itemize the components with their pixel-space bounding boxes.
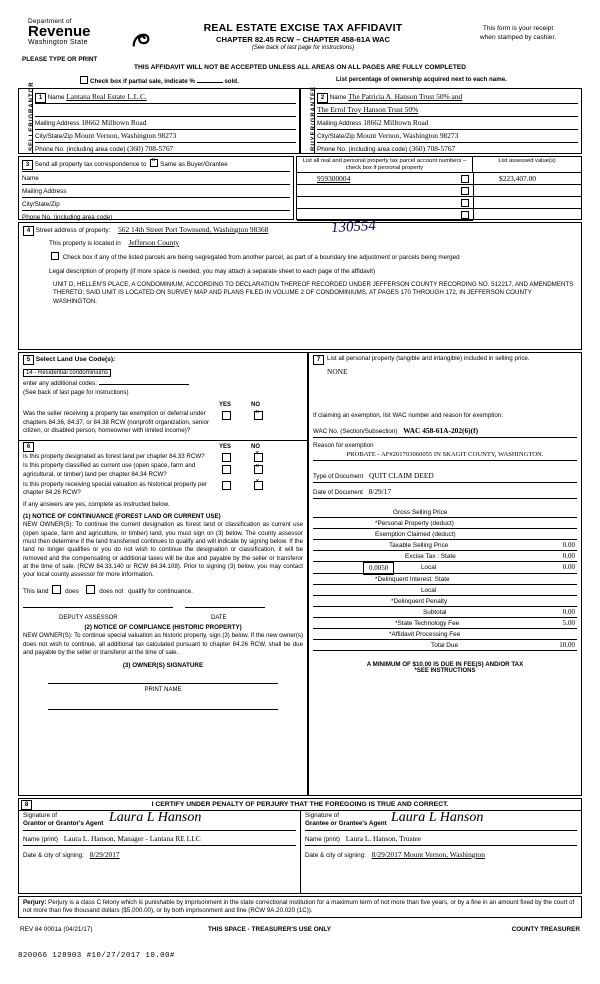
revenue-swirl-icon (130, 28, 152, 50)
seller-name-row (35, 91, 296, 104)
assessed-row (473, 197, 581, 209)
doc-type-value[interactable]: QUIT CLAIM DEED (368, 471, 434, 481)
print-name-label: PRINT NAME (144, 687, 182, 694)
buyer-name-label: Name (329, 94, 347, 101)
certification-box (18, 798, 582, 894)
amount-row (313, 640, 577, 651)
amount-row (313, 551, 577, 562)
buyer-box (300, 85, 582, 154)
land-use-code-value[interactable]: 14 - Residential condominiums (23, 369, 111, 377)
seller-exemption-yes-checkbox[interactable] (222, 411, 231, 420)
grantee-signature-row[interactable] (305, 812, 577, 832)
assessed-row (473, 209, 581, 220)
buyer-citystate-row (317, 130, 578, 143)
buyer-phone-value[interactable]: (360) 708-5767 (409, 144, 456, 153)
buyer-name2-value[interactable]: The Errol Troy Hanson Trust 50% (317, 105, 419, 114)
owner-signature-line[interactable] (23, 679, 303, 686)
segregated-checkbox[interactable] (51, 252, 59, 260)
buyer-name-row (317, 91, 578, 104)
does-not-label: does not (99, 588, 124, 596)
box8-number: 8 (21, 800, 32, 810)
seller-phone-row (35, 143, 296, 155)
notice-compliance-title: (2) NOTICE OF COMPLIANCE (HISTORIC PROPERTY) (84, 624, 242, 632)
affidavit-form (18, 14, 582, 960)
seller-name2-row (35, 104, 296, 117)
grantee-name-row (305, 834, 577, 843)
tax-computation-box (308, 352, 582, 796)
box3-phone-label: Phone No. (including area code) (22, 214, 113, 221)
amount-label: Taxable Selling Price (389, 542, 449, 550)
amount-row (313, 540, 577, 551)
doc-date-value[interactable]: 8/29/17 (368, 487, 392, 497)
grantor-signature: Laura L Hanson (109, 810, 202, 825)
no-label: NO (251, 443, 260, 450)
seller-exemption-question: Was the seller receiving a property tax exemption or deferral under chapters 84.36, 84.37, or 84.38 RCW (nonprofit organization, senior citizen, or disabled person, homeowner with limited income)? (23, 410, 210, 435)
amount-label: Local (421, 587, 437, 595)
box5-number: 5 (23, 355, 34, 365)
amount-label: *Delinquent Penalty (391, 598, 448, 606)
seller-phone-label: Phone No. (including area code) (35, 146, 126, 153)
if-any-yes-note: If any answers are yes, complete as instructed below. (23, 500, 170, 508)
box3-number: 3 (22, 160, 33, 170)
additional-codes-label: enter any additional codes: (23, 380, 97, 387)
does-label: does (65, 588, 79, 596)
seller-address-label: Mailing Address (35, 120, 80, 127)
doc-type-label: Type of Document (313, 473, 364, 481)
amount-row (313, 585, 577, 596)
grantee-date-label: Date & city of signing: (305, 852, 366, 859)
partial-sale-label: Check box if partial sale, indicate % (90, 78, 195, 85)
box3-name-row (22, 172, 290, 185)
parcel-list-box (296, 156, 582, 237)
receipt-line2: when stamped by cashier. (479, 34, 557, 41)
assessed-row (473, 185, 581, 197)
grantee-signature-block (301, 810, 581, 893)
box4-number: 4 (23, 226, 34, 236)
amount-row (313, 507, 577, 518)
amount-row (313, 596, 577, 607)
grantor-sig-label1: Signature of (23, 812, 57, 819)
minimum-due-note: A MINIMUM OF $10.00 IS DUE IN FEE(S) AND/OR TAX (366, 661, 524, 669)
historic-question-row (23, 481, 303, 498)
doc-date-label: Date of Document (313, 489, 363, 497)
buyer-phone-row (317, 143, 578, 155)
box3-address-row (22, 185, 290, 198)
forest-land-yes-checkbox[interactable] (222, 453, 231, 462)
doc-date-row (313, 487, 577, 499)
grantee-date-row (305, 850, 577, 859)
treasurer-stamp: 820066 128903 #10/27/2017 10.00# (18, 952, 175, 960)
seller-address-row (35, 117, 296, 130)
grantor-name-label: Name (print) (23, 836, 58, 843)
box3-name-label: Name (22, 175, 39, 182)
seller-citystate-value[interactable]: Mount Vernon, Washington 98273 (74, 131, 177, 140)
seller-name-value[interactable]: Lantana Real Estate L.L.C. (66, 92, 147, 101)
amount-value[interactable]: 5.00 (562, 619, 575, 628)
land-use-title: Select Land Use Code(s): (35, 356, 116, 363)
amount-label: Local (421, 564, 437, 572)
send-correspondence-label: Send all property tax correspondence to (34, 161, 147, 168)
seller-exemption-no-checkbox[interactable] (254, 411, 263, 420)
parcel-row (297, 185, 473, 197)
buyer-citystate-value[interactable]: Mount Vernon, Washington 98273 (356, 131, 459, 140)
amounts-table (313, 507, 577, 651)
grantor-name-value[interactable]: Laura L. Hanson, Manager - Lantana RE LLC (63, 834, 201, 843)
street-address-label: Street address of property: (35, 227, 111, 234)
seller-phone-value[interactable]: (360) 708-5767 (127, 144, 174, 153)
buyer-address-label: Mailing Address (317, 120, 362, 127)
amount-label: *Delinquent Interest: State (375, 576, 450, 584)
owner-printname-line[interactable] (23, 705, 303, 712)
forest-land-no-checkbox[interactable] (254, 453, 263, 462)
receipt-line1: This form is your receipt (482, 25, 554, 32)
current-use-no-checkbox[interactable] (254, 465, 263, 474)
owner-signature-title: (3) OWNER(S) SIGNATURE (122, 662, 204, 670)
seller-address-value[interactable]: 18662 Milltown Road (81, 118, 147, 127)
partial-sale-checkbox[interactable] (80, 76, 88, 84)
send-correspondence-row (22, 159, 290, 172)
yesno-header-1 (23, 402, 303, 410)
parcel-row (297, 209, 473, 221)
personal-property-value[interactable]: NONE (327, 366, 348, 376)
amount-value[interactable]: 10.00 (559, 641, 575, 650)
grantor-name-row (23, 834, 296, 843)
doc-type-row (313, 471, 577, 483)
legal-description-label: Legal description of property (if more space is needed, you may attach a separate sheet to each page of the affidavit) (49, 268, 376, 275)
box6-number: 6 (23, 442, 34, 452)
property-description-box (18, 222, 582, 350)
does-qualify-checkbox[interactable] (52, 585, 61, 594)
amount-value[interactable]: 0.00 (562, 552, 575, 561)
buyer-box-number: 2 (317, 93, 328, 103)
notice-continuance-title: (1) NOTICE OF CONTINUANCE (FOREST LAND OR CURRENT USE) (23, 513, 221, 521)
amount-label: *State Technology Fee (395, 620, 460, 628)
box7-number: 7 (313, 355, 324, 365)
amount-label: *Affidavit Processing Fee (389, 631, 461, 639)
see-instructions-note: *SEE INSTRUCTIONS (414, 668, 476, 675)
grantor-signature-block (19, 810, 301, 893)
yes-label: YES (219, 402, 232, 408)
grantor-date-row (23, 850, 296, 859)
forest-land-question-row (23, 453, 303, 462)
amount-row (313, 618, 577, 629)
amount-row (313, 529, 577, 540)
personal-property-checkbox[interactable] (461, 175, 469, 183)
wac-label: WAC No. (Section/Subsection) (313, 428, 398, 436)
qualify-label: qualify for continuance. (128, 588, 193, 596)
parcel-value[interactable]: 959300004 (317, 174, 351, 183)
seller-side-label: SELLER/GRANTOR (19, 89, 33, 153)
amount-value[interactable]: 0.00 (562, 563, 575, 572)
amount-row (313, 562, 577, 574)
treasurer-space-label: THIS SPACE - TREASURER'S USE ONLY (208, 926, 331, 933)
qualify-continuance-row[interactable] (23, 585, 303, 595)
local-rate-value[interactable]: 0.0050 (363, 562, 394, 575)
forest-land-question: Is this property designated as forest land per chapter 84.33 RCW? (23, 452, 205, 460)
parcel-row (297, 197, 473, 209)
rev-number: REV 84 0001a (04/21/17) (20, 926, 93, 933)
buyer-name2-row (317, 104, 578, 117)
personal-property-label: List all personal property (tangible and intangible) included in selling price. (327, 355, 530, 362)
certify-text: I CERTIFY UNDER PENALTY OF PERJURY THAT THE FOREGOING IS TRUE AND CORRECT. (151, 801, 449, 808)
chapter-line: CHAPTER 82.45 RCW – CHAPTER 458-61A WAC (216, 35, 390, 44)
amount-row (313, 629, 577, 640)
reason-value[interactable]: PROBATE - AF#201703060055 IN SKAGIT COUNTY, WASHINGTON. (346, 451, 544, 459)
located-in-label: This property is located in (49, 240, 121, 247)
historic-no-checkbox[interactable] (254, 481, 263, 490)
reason-label: Reason for exemption (313, 442, 374, 450)
partial-sale-group[interactable] (78, 76, 239, 85)
assessor-signature-lines[interactable] (23, 603, 303, 615)
land-use-and-classification-box (18, 352, 308, 796)
buyer-address-value[interactable]: 18662 Milltown Road (363, 118, 429, 127)
perjury-title: Perjury: (23, 899, 47, 906)
grantee-sig-label1: Signature of (305, 812, 339, 819)
segregated-row[interactable] (49, 252, 577, 263)
buyer-name-value[interactable]: The Patricia A. Hanson Trust 50% and (348, 92, 463, 101)
form-title-block (168, 22, 438, 51)
current-use-question: Is this property classified as current use (open space, farm and agricultural, or timber) land per chapter 84.34 RCW? (23, 462, 196, 478)
current-use-yes-checkbox[interactable] (222, 465, 231, 474)
buyer-address-row (317, 117, 578, 130)
dept-line1: Department of (28, 18, 72, 25)
county-treasurer-label: COUNTY TREASURER (511, 926, 580, 933)
partial-sale-strip (18, 76, 582, 86)
grantor-date-label: Date & city of signing: (23, 852, 84, 859)
completion-warning: THIS AFFIDAVIT WILL NOT BE ACCEPTED UNLESS ALL AREAS ON ALL PAGES ARE FULLY COMPLETED (133, 64, 467, 71)
street-address-row (23, 225, 577, 236)
personal-property-row (313, 355, 577, 364)
notice-continuance-body: NEW OWNER(S): To continue the current designation as forest land or classification as current use (open space, farm and agriculture, or timber) land, you must sign on (3) below. The county assessor must then determine if the land transferred continues to qualify and will indicate by signing below. If the land no longer qualifies or you do not wish to continue the designation or classification, it will be removed and the compensating or additional taxes will be due and payable by the seller or transferor at the time of sale. (RCW 84.33.140 or RCW 84.34.108). Prior to signing (3) below, you may contact your local county assessor for more information. (23, 521, 303, 579)
amount-label: Subtotal (423, 609, 447, 617)
amount-row (313, 607, 577, 618)
page-title: REAL ESTATE EXCISE TAX AFFIDAVIT (203, 22, 403, 34)
form-header (18, 14, 582, 72)
seller-citystate-row (35, 130, 296, 143)
grantor-date-value[interactable]: 8/29/2017 (89, 850, 120, 859)
see-back-note: (See back of last page for instructions) (23, 389, 129, 396)
amount-label: *Personal Property (deduct) (375, 520, 454, 528)
assessed-row (473, 173, 581, 185)
grantor-signature-row[interactable] (23, 812, 296, 832)
buyer-side-label: BUYER/GRANTEE (301, 89, 315, 153)
amount-label: Gross Selling Price (393, 509, 448, 517)
reason-row (313, 442, 577, 461)
located-in-row (49, 238, 577, 249)
dept-line3: Washington State (28, 39, 88, 46)
wac-row (313, 426, 577, 438)
amount-label: Total Due (431, 642, 458, 650)
assessed-value-column (473, 173, 581, 219)
perjury-text: Perjury is a class C felony which is punishable by imprisonment in the state correctional institution for a maximum term of not more than five years, or by a fine in an amount fixed by the court of not more than five thousand dollars ($5,000.00), or by both imprisonment and fine (RCW 9A.20.020 (1C)). (23, 899, 575, 914)
wac-value[interactable]: WAC 458-61A-202(6)(f) (403, 426, 479, 436)
legal-description-text: UNIT D, HELLEN'S PLACE, A CONDOMINIUM, ACCORDING TO DECLARATION THEREOF RECORDED UNDER JEFFERSON COUNTY RECORDING NO. 512217, AND AMENDMENTS THERETO; SAID UNIT IS LOCATED ON SURVEY MAP AND PLANS FILED IN VOLUME 2 OF CONDOMINIUMS, AT PAGES 170 THROUGH 172, IN JEFFERSON COUNTY WASHINGTON. (53, 281, 574, 305)
dept-line2: Revenue (28, 23, 91, 40)
ownership-note: List percentage of ownership acquired next to each name. (336, 76, 507, 83)
handwritten-note: 130554 (330, 217, 377, 237)
parcel-header: List all real and personal property tax parcel account numbers – check box if personal property (297, 157, 473, 173)
buyer-citystate-label: City/State/Zip (317, 133, 355, 140)
exemption-claim-label: If claiming an exemption, list WAC number and reason for exemption: (313, 411, 503, 419)
box3-address-label: Mailing Address (22, 188, 67, 195)
grantee-name-value[interactable]: Laura L. Hanson, Trustee (345, 834, 422, 843)
instructions-note: (See back of last page for instructions) (251, 45, 355, 51)
grantee-signature: Laura L Hanson (391, 810, 484, 825)
personal-property-checkbox[interactable] (461, 199, 469, 207)
personal-property-checkbox[interactable] (461, 187, 469, 195)
seller-citystate-label: City/State/Zip (35, 133, 73, 140)
parcel-number-column (297, 173, 474, 237)
box6-header (23, 442, 303, 452)
sold-label: sold. (224, 78, 239, 85)
grantor-sig-label2: Grantor or Grantor's Agent (23, 820, 104, 827)
grantee-name-label: Name (print) (305, 836, 340, 843)
buyer-phone-label: Phone No. (including area code) (317, 146, 408, 153)
located-in-value[interactable]: Jefferson County (128, 238, 180, 247)
same-as-buyer-checkbox[interactable] (150, 159, 158, 167)
notice-compliance-body: NEW OWNER(S): To continue special valuation as historic property, sign (3) below. If the new owner(s) does not wish to continue, all additional tax calculated pursuant to chapter 84.26 RCW, shall be due and payable by the seller or transferor at the time of sale. (23, 632, 303, 657)
amount-row (313, 574, 577, 585)
historic-yes-checkbox[interactable] (222, 481, 231, 490)
parcel-row (297, 173, 473, 185)
yes-label: YES (219, 443, 232, 450)
historic-question: Is this property receiving special valuation as historical property per chapter 84.26 RCW? (23, 480, 207, 497)
amount-value[interactable]: 0.00 (562, 608, 575, 617)
no-label: NO (251, 402, 260, 408)
amount-label: Excise Tax : State (405, 553, 456, 561)
personal-property-checkbox[interactable] (461, 211, 469, 219)
assessed-value[interactable]: $223,407.00 (499, 174, 536, 183)
amount-row (313, 518, 577, 529)
perjury-note (18, 896, 582, 918)
grantee-date-value[interactable]: 8/29/2017 Mount Vernon, Washington (371, 850, 485, 859)
street-address-value[interactable]: 562 14th Street Port Townsend, Washington 98368 (118, 225, 269, 234)
current-use-question-row (23, 462, 303, 479)
tax-correspondence-box (18, 156, 294, 220)
seller-box-number: 1 (35, 93, 46, 103)
does-not-qualify-checkbox[interactable] (86, 585, 95, 594)
type-or-print-label: PLEASE TYPE OR PRINT (22, 56, 98, 63)
receipt-note (458, 24, 578, 42)
seller-exemption-question-row (23, 410, 303, 436)
deputy-assessor-label: DEPUTY ASSESSOR (59, 615, 118, 622)
amount-value[interactable]: 0.00 (562, 541, 575, 550)
same-as-buyer-label: Same as Buyer/Grantee (160, 161, 228, 168)
date-label: DATE (211, 615, 227, 622)
segregated-label: Check box if any of the listed parcels are being segregated from another parcel, as part of a boundary line adjustment or parcels being merged (62, 254, 460, 261)
box3-citystate-label: City/State/Zip (22, 201, 60, 208)
seller-name-label: Name (47, 94, 65, 101)
assessed-header: List assessed value(s) (473, 157, 581, 173)
this-land-label: This land (23, 588, 49, 596)
assessor-labels (23, 615, 303, 624)
box3-citystate-row (22, 198, 290, 211)
amount-label: Exemption Claimed (deduct) (375, 531, 456, 539)
land-use-title-row (23, 355, 303, 365)
grantee-sig-label2: Grantee or Grantee's Agent (305, 820, 387, 827)
additional-codes-row (23, 380, 303, 387)
